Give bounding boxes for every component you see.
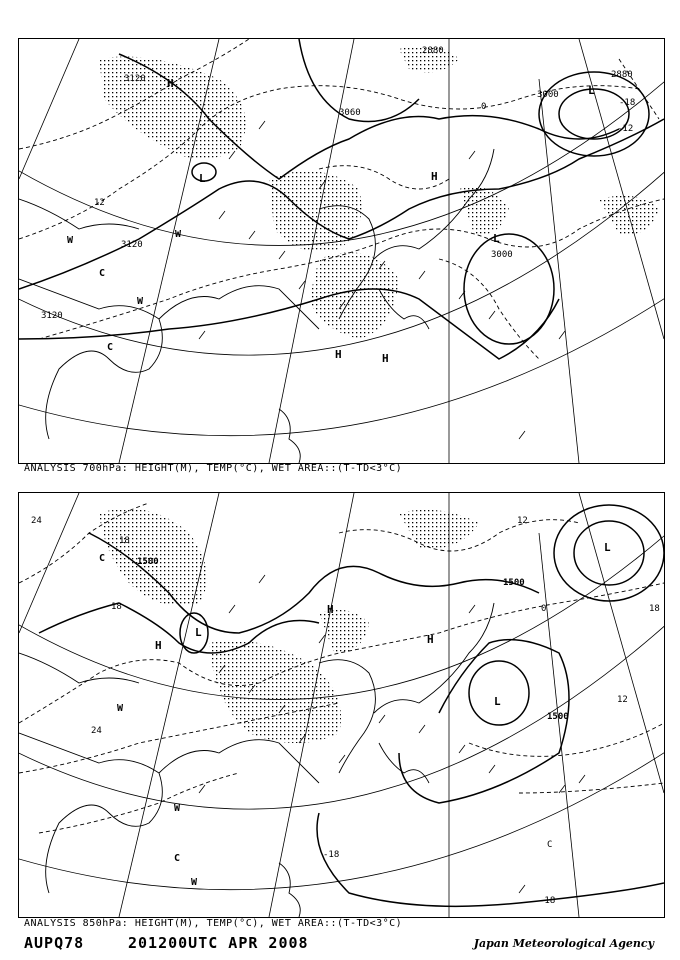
temp-label: C: [547, 840, 553, 850]
low-center: L: [588, 84, 595, 97]
warm-mark: W: [117, 703, 124, 714]
temp-label: 0: [541, 604, 547, 614]
high-center: H: [427, 633, 434, 646]
temp-label: 12: [617, 695, 628, 705]
low-center: L: [604, 541, 611, 554]
chart-850hpa: [18, 492, 665, 918]
low-center: L: [199, 172, 206, 185]
temp-label: 12: [517, 516, 528, 526]
high-center: H: [382, 352, 389, 365]
temp-label: -18: [619, 98, 636, 108]
low-center: L: [494, 695, 501, 708]
warm-mark: W: [174, 803, 181, 814]
height-label: 2880: [611, 70, 633, 80]
chart-700hpa: [18, 38, 665, 464]
height-label: 1500: [137, 557, 159, 567]
height-label: 3120: [121, 240, 143, 250]
height-label: 2880: [422, 46, 444, 56]
high-center: H: [431, 170, 438, 183]
coastlines: [19, 149, 494, 463]
low-center: L: [195, 626, 202, 639]
temp-label: 18: [649, 604, 660, 614]
temp-label: -12: [617, 124, 634, 134]
temp-label: 12: [94, 198, 105, 208]
high-center: H: [155, 639, 162, 652]
latitude-lines: [19, 69, 664, 436]
map-850hpa: [19, 493, 664, 917]
high-center: H: [167, 77, 174, 90]
temp-label: 24: [91, 726, 102, 736]
temp-label: 24: [31, 516, 42, 526]
height-label: 3120: [124, 74, 146, 84]
warm-mark: W: [137, 296, 144, 307]
warm-mark: W: [175, 229, 182, 240]
chart-caption-700hpa: ANALYSIS 700hPa: HEIGHT(M), TEMP(°C), WET AREA::(T-TD<3°C): [24, 463, 403, 474]
height-label: 3060: [339, 108, 361, 118]
cold-mark: C: [174, 853, 181, 864]
low-center: L: [493, 232, 500, 245]
bulletin-timestamp: 201200UTC APR 2008: [128, 934, 309, 952]
height-label: 1500: [503, 578, 525, 588]
temp-label: 18: [119, 536, 130, 546]
temp-label: -18: [323, 850, 340, 860]
bulletin-code: AUPQ78: [24, 934, 85, 952]
cold-mark: C: [99, 553, 106, 564]
high-center: H: [327, 603, 334, 616]
high-center: H: [335, 348, 342, 361]
wet-areas: [99, 509, 479, 744]
temp-label: -18: [539, 896, 556, 906]
warm-mark: W: [67, 235, 74, 246]
map-700hpa: [19, 39, 664, 463]
temp-label: 18: [111, 602, 122, 612]
cold-mark: C: [107, 342, 114, 353]
height-label: 3000: [537, 90, 559, 100]
agency-credit: Japan Meteorological Agency: [473, 937, 654, 950]
height-label: 1500: [547, 712, 569, 722]
latitude-lines: [19, 523, 664, 890]
chart-caption-850hpa: ANALYSIS 850hPa: HEIGHT(M), TEMP(°C), WET AREA::(T-TD<3°C): [24, 918, 403, 929]
warm-mark: W: [191, 877, 198, 888]
cold-mark: C: [99, 268, 106, 279]
temp-label: 0: [481, 102, 487, 112]
height-label: 3000: [491, 250, 513, 260]
height-label: 3120: [41, 311, 63, 321]
